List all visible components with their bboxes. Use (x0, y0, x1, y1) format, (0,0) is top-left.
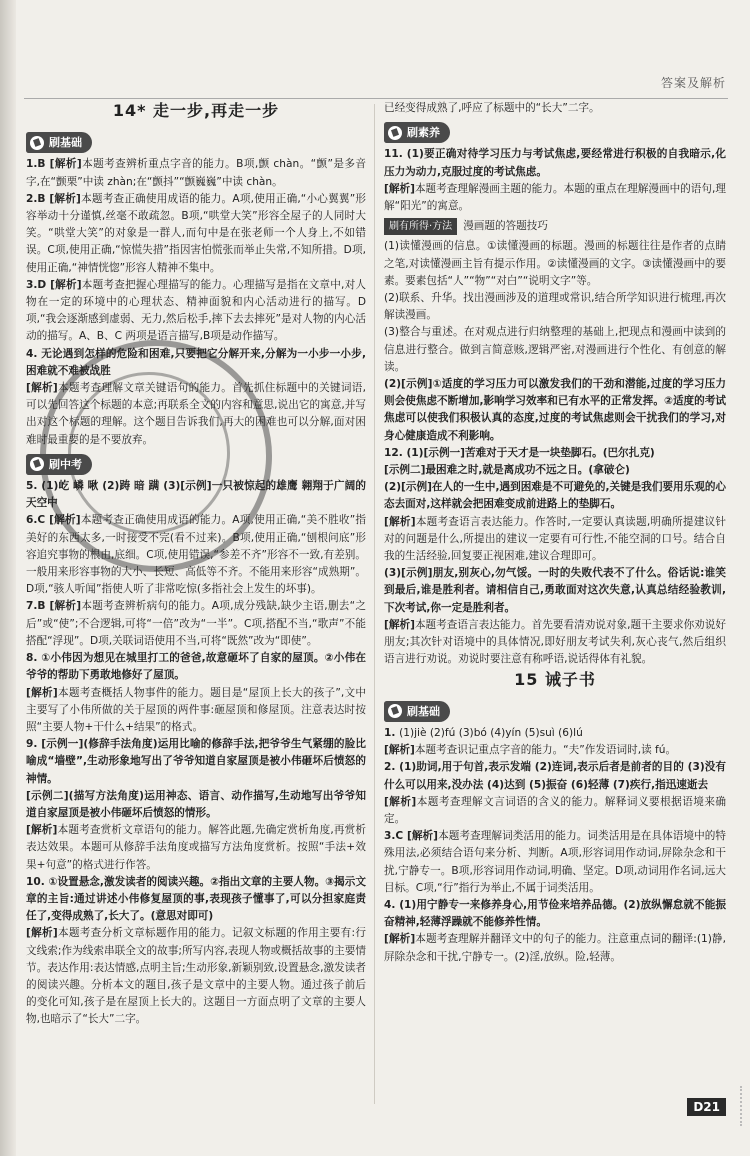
answer-item (26, 650, 366, 684)
item-key: (1)[示例一]苦难对于天才是一块垫脚石。(巴尔扎克) (406, 446, 655, 459)
item-key: [解析] (384, 933, 416, 946)
brush-icon (388, 126, 402, 140)
item-key: [解析] (26, 824, 58, 837)
brush-icon (30, 457, 44, 471)
answer-item (26, 822, 366, 874)
tip-text: 漫画题的答题技巧 (463, 220, 548, 233)
item-key: [解析] (49, 514, 81, 527)
answer-item (384, 181, 726, 215)
brush-icon (388, 704, 402, 718)
section-tag-basic-2 (384, 701, 450, 722)
answer-item (384, 931, 726, 965)
answer-item (384, 742, 726, 759)
chapter-title: 14* 走一步,再走一步 (112, 101, 280, 120)
item-text: 本题考查概括人物事件的能力。题目是“屋顶上长大的孩子”,文中主要写了小伟所做的关于屋顶的两件事:砸屋顶和修屋顶。注意表达时按照“主要人物+干什么+结果”的格式。 (26, 686, 367, 733)
column-divider (374, 104, 375, 1104)
answer-list-basic-2 (384, 725, 726, 966)
top-rule (24, 98, 728, 99)
item-key: [解析] (384, 618, 415, 631)
answer-item (384, 146, 726, 180)
item-key: [解析] (49, 192, 81, 205)
item-number: 12. (384, 446, 407, 459)
answer-item (384, 514, 726, 566)
answer-item (384, 479, 726, 513)
tip-paragraph: (1)读懂漫画的信息。①读懂漫画的标题。漫画的标题往往是作者的点睛之笔,对读懂漫画主旨有提示作用。②读懂漫画的文字。③读懂漫画中的要素。要素包括“人”“物”“对白”“说明文字”等。 (384, 240, 726, 287)
item-key: [解析] (50, 278, 82, 291)
answer-item (26, 874, 366, 926)
tip-paragraph: (3)整合与重述。在对观点进行归纳整理的基础上,把现点和漫画中读到的信息进行整合。做到言简意赅,逻辑严密,对漫画进行个性化、有创意的解读。 (384, 326, 726, 373)
item-key: [解析] (26, 686, 58, 699)
page-corner (730, 1086, 742, 1126)
item-number: 5. (26, 480, 42, 493)
answer-list-basic (26, 156, 366, 448)
answer-item (26, 736, 366, 788)
item-text: 本题考查赏析文章语句的能力。解答此题,先确定赏析角度,再赏析表达效果。本题可从修辞手法角度或描写方法角度赏析。按照“手法+效果+句意”的格式进行作答。 (26, 824, 367, 871)
section-tag-literacy (384, 122, 450, 143)
item-key: (1)用宁静专一来修养身心,用节俭来培养品德。(2)放纵懈怠就不能振奋精神,轻薄浮躁就不能修养性情。 (384, 898, 726, 929)
item-key: ①小伟因为想见在城里打工的爸爸,故意砸坏了自家的屋顶。②小伟在爷爷的帮助下勇敢地修好了屋顶。 (26, 652, 366, 682)
item-key: (1)屹 嶙 啾 (2)踌 暗 蹒 (3)[示例]一只被惊起的雄鹰 翱翔于广阔的天空中 (26, 480, 366, 510)
item-number: 3.C (384, 830, 407, 843)
item-text: 本题考查语言表达能力。作答时,一定要认真读题,明确所提建议针对的问题是什么,所提出的建议一定要有可行性,不能空洞的口号。结合自我的生活经验,回复要正视困难,建议合理即可。 (384, 515, 726, 563)
item-text: 本题考查辨析重点字音的能力。B项,颤 chàn。“颤”是多音字,在“颤栗”中读 zhàn;在“颤抖”“颤巍巍”中读 chàn。 (26, 158, 366, 188)
item-number: 3.D (26, 278, 51, 291)
section-tag-label: 刷基础 (49, 136, 82, 150)
answer-item (26, 380, 366, 449)
item-key: [解析] (384, 515, 416, 528)
item-key: (1)要正确对待学习压力与考试焦虑,要经常进行积极的自我暗示,化压力为动力,克服过度的考试焦虑。 (384, 148, 726, 178)
tip-paragraph: (2)联系、升华。找出漫画涉及的道理或常识,结合所学知识进行梳理,再次解读漫画。 (384, 292, 726, 322)
book-binding (0, 0, 16, 1156)
answer-item (26, 512, 366, 598)
answer-item (384, 725, 726, 742)
answer-item (384, 617, 726, 669)
page-number: D21 (687, 1098, 726, 1116)
item-text: (1)jiè (2)fú (3)bó (4)yín (5)suì (6)lú (399, 726, 583, 739)
item-number: 1. (384, 726, 400, 739)
item-key: 无论遇到怎样的危险和困难,只要把它分解开来,分解为一小步一小步,困难就不难被战胜 (26, 347, 366, 377)
item-key: (2)[示例]在人的一生中,遇到困难是不可避免的,关键是我们要用乐观的心态去面对,这样就会把困难变成前进路上的垫脚石。 (384, 481, 727, 511)
item-text: 本题考查语言表达能力。首先要看清劝说对象,题干主要求你劝说好朋友;其次针对语境中的具体情况,即好朋友考试失利,灰心丧气,然后组织语言进行劝说。劝说时要注意有称呼语,说话得体有礼貌。 (384, 618, 726, 666)
item-key: [解析] (384, 182, 415, 195)
item-key: [示例一](修辞手法角度)运用比喻的修辞手法,把爷爷生气紧绷的脸比喻成“墙壁”,生动形象地写出了爷爷知道自家屋顶是被小伟砸坏后愤怒的神情。 (26, 738, 367, 785)
item-number: 8. (26, 652, 42, 665)
answer-list-exam (26, 478, 366, 1029)
item-number: 7.B (26, 600, 50, 613)
tip-heading (384, 218, 726, 235)
section-tag-basic (26, 132, 92, 153)
answer-item (384, 759, 726, 793)
carry-over-text: 已经变得成熟了,呼应了标题中的“长大”二字。 (384, 102, 600, 114)
item-key: (2)[示例]①适度的学习压力可以激发我们的干劲和潜能,过度的学习压力则会使焦虑不断增加,影响学习效率和已有水平的正常发挥。②适度的考试焦虑可以使我们积极认真的态度,过度的考试焦虑则会干扰我们的学习,对身心健康造成不利影响。 (384, 378, 726, 442)
answer-list-literacy (384, 146, 726, 215)
right-column (384, 100, 726, 966)
item-number: 4. (384, 898, 400, 911)
chapter2-title: 15 诫子书 (514, 669, 596, 689)
section-tag-label: 刷中考 (49, 457, 82, 471)
left-column (26, 100, 366, 1029)
answer-item (26, 191, 366, 277)
section-tag-label: 刷素养 (407, 126, 440, 140)
item-text: 本题考查辨析病句的能力。A项,成分残缺,缺少主语,删去“之后”或“使”;不合逻辑,可将“一倍”改为“一半”。C项,搭配不当,“歌声”不能搭配“浮现”。D项,关联词语使用不当,可将“既然”改为“即使”。 (26, 600, 366, 647)
item-number: 6.C (26, 514, 50, 527)
item-number: 2. (384, 761, 400, 774)
item-key: [解析] (26, 927, 58, 940)
item-key: ①设置悬念,激发读者的阅读兴趣。②指出文章的主要人物。③揭示文章的主旨:通过讲述小伟修复屋顶的事,表现孩子懂事了,可以分担家庭责任了,变得成熟了,长大了。(意思对即可) (26, 875, 366, 923)
answer-item (26, 156, 366, 190)
item-number: 2.B (26, 192, 50, 205)
answer-item (384, 828, 726, 897)
item-key: [示例二](描写方法角度)运用神态、语言、动作描写,生动地写出爷爷知道自家屋顶是被小伟砸坏后愤怒的情形。 (26, 789, 366, 819)
tip-paragraphs (384, 238, 726, 376)
answer-item (384, 445, 726, 462)
brush-icon (30, 136, 44, 150)
item-text: 本题考查正确使用成语的能力。A项,使用正确,“美不胜收”指美好的东西太多,一时接受不完(看不过来)。B项,使用正确,“刨根问底”形容追究事物的根由,底细。C项,使用错误,“参差不齐”形容不一致,有差别。一般用来形容事物的大小、长短、高低等不齐。不能用来形容“成熟期”。D项,“骇人听闻”指使人听了非常吃惊(多指社会上发生的坏事)。 (26, 514, 367, 596)
answer-item (26, 925, 366, 1028)
item-number: 9. (26, 738, 42, 751)
answer-item (384, 794, 726, 828)
answer-item (26, 598, 366, 650)
item-text: 本题考查把握心理描写的能力。心理描写是指在文章中,对人物在一定的环境中的心理状态、精神面貌和内心活动进行的描写。D项,“我会逐渐感到虚弱、无力,然后松手,摔下去去摔死”是对人物的内心活动的描写。A、B、C 两项是语言描写,B项是动作描写。 (26, 278, 366, 343)
item-key: [解析] (49, 600, 82, 613)
item-key: (1)助词,用于句首,表示发端 (2)连词,表示后者是前者的目的 (3)没有什么可以用来,没办法 (4)达到 (5)振奋 (6)轻薄 (7)疾行,指迅速逝去 (384, 761, 726, 791)
item-text: 本题考查理解漫画主题的能力。本题的重点在理解漫画中的语句,理解“阳光”的寓意。 (384, 182, 726, 213)
answer-item (26, 478, 366, 512)
item-number: 1.B (26, 158, 50, 171)
item-key: [解析] (49, 158, 82, 171)
answer-list-literacy-cont (384, 376, 726, 668)
item-key: (3)[示例]朋友,别灰心,勿气馁。一时的失败代表不了什么。俗话说:谁笑到最后,谁是胜利者。请相信自己,勇敢面对这次失意,认真总结经验教训,下次考试,你一定是胜利者。 (384, 567, 726, 614)
item-text: 本题考查分析文章标题作用的能力。记叙文标题的作用主要有:行文线索;作为线索串联全文的故事;所写内容,表现人物或概括故事的主要情节。表达作用:表达情感,点明主旨;生动形象,新颖别致,设置悬念,激发读者的阅读兴趣。分析本文的题目,孩子是文章中的主要人物。通过孩子前后的变化可知,孩子是在屋顶上长大的。这题目一方面点明了文章的主要人物,也暗示了“长大”二字。 (26, 927, 366, 1026)
item-text: 本题考查理解文言词语的含义的能力。解释词义要根据语境来确定。 (384, 795, 727, 825)
item-text: 本题考查正确使用成语的能力。A项,使用正确,“小心翼翼”形容举动十分谨慎,丝毫不敢疏忽。B项,“哄堂大笑”形容全屋子的人同时大笑。“哄堂大笑”的对象是一群人,而句中是在张老师一个人身上,不如错误。C项,使用正确,“惊慌失措”指因害怕慌张而举止失常,不知所措。D项,使用正确,“神情恍惚”形容人精神不集中。 (26, 192, 366, 274)
header-label: 答案及解析 (660, 76, 726, 90)
item-key: [解析] (384, 795, 417, 808)
answer-item (26, 685, 366, 737)
answer-item (26, 788, 366, 822)
section-tag-label: 刷基础 (407, 704, 440, 718)
answer-item (384, 376, 726, 445)
item-key: [解析] (406, 830, 439, 843)
answer-item (384, 897, 726, 931)
section-tag-exam (26, 454, 92, 475)
answer-item (384, 462, 726, 479)
tip-box: 刷有所得·方法 (384, 218, 457, 235)
item-key: [解析] (26, 382, 58, 395)
item-key: [示例二]最困难之时,就是离成功不远之日。(拿破仑) (384, 464, 630, 477)
item-number: 10. (26, 875, 49, 888)
item-text: 本题考查识记重点字音的能力。“夫”作发语词时,读 fú。 (414, 744, 677, 757)
item-text: 本题考查理解文章关键语句的能力。首先抓住标题中的关键词语,可以先回答这个标题的本意;再联系全文的内容和意思,说出它的寓意,并写出对这个标题的理解。这个题目告诉我们,再大的困难也可以分解,面对困难时最重要的是不要放弃。 (26, 382, 366, 446)
item-number: 11. (384, 148, 407, 161)
answer-item (384, 565, 726, 617)
answer-item (26, 277, 366, 346)
item-number: 4. (26, 347, 42, 360)
item-text: 本题考查理解并翻译文中的句子的能力。注意重点词的翻译:(1)静,屏除杂念和干扰,宁静专一。(2)淫,放纵。险,轻薄。 (384, 933, 726, 963)
answer-item (26, 346, 366, 380)
item-key: [解析] (384, 744, 415, 757)
item-text: 本题考查理解词类活用的能力。词类活用是在具体语境中的特殊用法,必须结合语句来分析、判断。A项,形容词用作动词,屏除杂念和干扰,宁静专一。B项,形容词用作动词,明确、坚定。D项,动词用作名词,远大目标。C项,“行”指行为举止,不属于词类活用。 (384, 830, 727, 894)
